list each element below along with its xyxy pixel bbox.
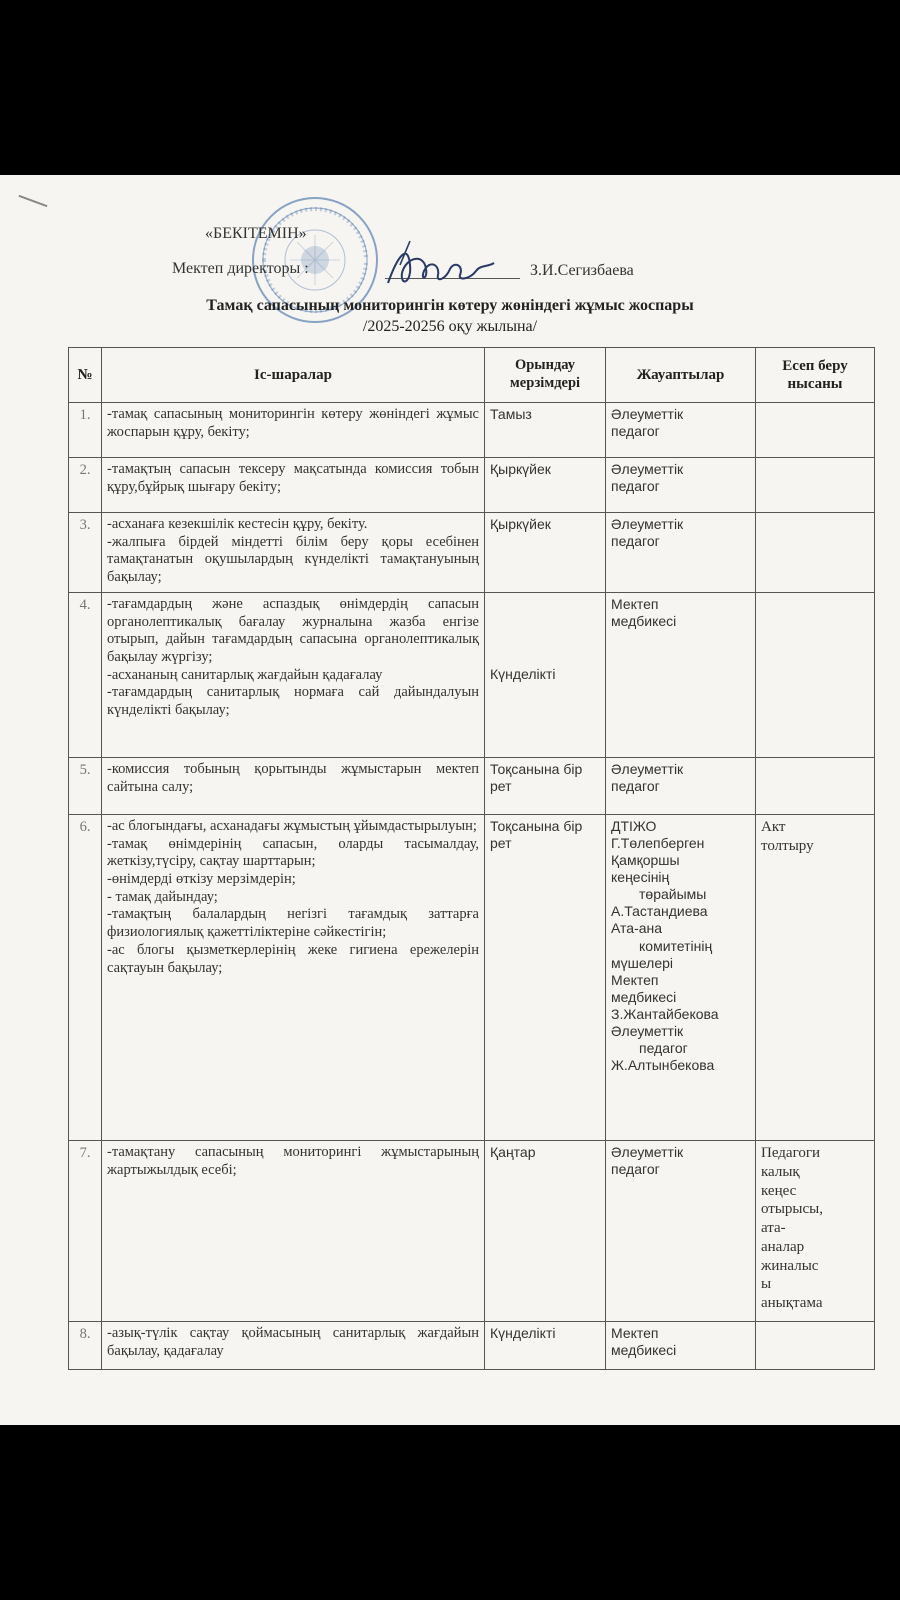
report-form-text: Педагоги <box>761 1145 821 1161</box>
responsible-text: Әлеуметтік <box>611 516 684 532</box>
period-cell: Қыркүйек <box>485 458 606 513</box>
activity-text: -өнімдерді өткізу мерзімдерін; <box>107 871 296 888</box>
responsible-text: Г.Төлепберген <box>611 835 705 852</box>
table-row <box>69 758 875 815</box>
table-header-row <box>69 348 875 403</box>
activity-text: -комиссия тобының қорытынды жұмыстарын мектеп сайтына салу; <box>107 761 479 795</box>
responsible-cell <box>606 1322 756 1370</box>
responsible-text: педагог <box>611 778 660 795</box>
activity-text: -тамақтың сапасын тексеру мақсатында комиссия тобын құру,бұйрық шығару бекіту; <box>107 461 479 495</box>
header-responsible: Жауаптылар <box>606 348 756 403</box>
responsible-cell <box>606 593 756 758</box>
row-number: 1. <box>69 403 102 458</box>
responsible-cell <box>606 403 756 458</box>
responsible-text: мүшелері <box>611 954 674 971</box>
responsible-text: медбикесі <box>611 613 677 630</box>
period-cell: Күнделікті <box>485 593 606 758</box>
row-number: 4. <box>69 593 102 758</box>
table-row <box>69 458 875 513</box>
responsible-text: З.Жантайбекова <box>611 1005 719 1022</box>
responsible-text: педагог <box>639 1040 688 1057</box>
row-number: 5. <box>69 758 102 815</box>
period-cell: Тоқсанына бір рет <box>485 758 606 815</box>
header-number: № <box>69 348 102 403</box>
report-form-cell <box>756 1322 875 1370</box>
report-form-cell <box>756 593 875 758</box>
responsible-cell <box>606 815 756 1141</box>
responsible-text: медбикесі <box>611 1342 677 1359</box>
period-cell: Тамыз <box>485 403 606 458</box>
activity-text: -жалпыға бірдей міндетті білім беру қоры есебінен тамақтанатын оқушылардың күнделікті тамақтануының бақылау; <box>107 533 479 586</box>
table-row <box>69 593 875 758</box>
responsible-text: Мектеп <box>611 1325 659 1341</box>
responsible-text: Әлеуметтік <box>611 1144 684 1160</box>
activity-text: -тағамдардың және аспаздық өнімдердің сапасын органолептикалық бағалау журналына жазба енгізе отырып, дайын тағамдардың сапасына органолептикалық бақылау жүргізу; <box>107 596 479 666</box>
responsible-text: педагог <box>611 1161 660 1178</box>
activity-text: -асхананың санитарлық жағдайын қадағалау <box>107 666 383 683</box>
report-form-text: анықтама <box>761 1295 823 1311</box>
report-form-text: калық <box>761 1163 800 1180</box>
table-row <box>69 403 875 458</box>
table-row <box>69 1141 875 1322</box>
responsible-text: Мектеп <box>611 596 659 612</box>
responsible-text: педагог <box>611 533 660 550</box>
director-name: З.И.Сегизбаева <box>530 262 634 279</box>
activity-cell <box>102 513 485 593</box>
responsible-text: Әлеуметтік <box>611 761 684 777</box>
table-row <box>69 513 875 593</box>
activity-text: -азық-түлік сақтау қоймасының санитарлық жағдайын бақылау, қадағалау <box>107 1325 479 1359</box>
activity-text: -тамақтану сапасының мониторингі жұмыстарының жартыжылдық есебі; <box>107 1144 479 1178</box>
report-form-text: толтыру <box>761 837 814 854</box>
activity-cell <box>102 593 485 758</box>
header-activities: Іс-шаралар <box>102 348 485 403</box>
responsible-cell <box>606 758 756 815</box>
responsible-text: Әлеуметтік <box>611 1022 684 1039</box>
report-form-text: отырысы, <box>761 1201 823 1218</box>
activity-cell <box>102 815 485 1141</box>
row-number: 8. <box>69 1322 102 1370</box>
responsible-text: медбикесі <box>611 988 677 1005</box>
responsible-text: Ата-ана <box>611 920 663 937</box>
activity-text: -ас блогындағы, асханадағы жұмыстың ұйымдастырылуын; <box>107 818 477 834</box>
activity-cell <box>102 1322 485 1370</box>
activity-cell <box>102 458 485 513</box>
period-cell: Күнделікті <box>485 1322 606 1370</box>
responsible-text: кеңесінің <box>611 869 670 886</box>
responsible-text: педагог <box>611 423 660 440</box>
report-form-cell <box>756 458 875 513</box>
document-subtitle: /2025-20256 оқу жылына/ <box>362 318 538 335</box>
responsible-text: төрайымы <box>639 886 707 903</box>
row-number: 2. <box>69 458 102 513</box>
document-title: Тамақ сапасының мониторингін көтеру жөніндегі жұмыс жоспары <box>206 297 694 314</box>
responsible-text: ДТІЖО <box>611 818 657 834</box>
report-form-cell <box>756 403 875 458</box>
responsible-text: педагог <box>611 478 660 495</box>
report-form-text: аналар <box>761 1238 805 1255</box>
responsible-cell <box>606 1141 756 1322</box>
activity-text: -асханаға кезекшілік кестесін құру, бекіту. <box>107 516 368 532</box>
report-form-cell <box>756 758 875 815</box>
period-cell: Қыркүйек <box>485 513 606 593</box>
responsible-text: Мектеп <box>611 971 659 988</box>
report-form-cell <box>756 1141 875 1322</box>
document-page <box>0 175 900 1425</box>
responsible-text: Ж.Алтынбекова <box>611 1057 715 1074</box>
activity-text: - тамақ дайындау; <box>107 888 218 905</box>
header-report-form: Есеп беру нысаны <box>756 348 875 403</box>
responsible-text: А.Тастандиева <box>611 903 708 920</box>
responsible-text: Қамқоршы <box>611 852 680 869</box>
director-label: Мектеп директоры : <box>172 260 309 277</box>
work-plan-table <box>68 347 875 1370</box>
activity-text: -тамақтың балалардың негізгі тағамдық заттарға физиологиялық қажеттіліктеріне сәйкестігін; <box>107 906 479 941</box>
approval-label: «БЕКІТЕМІН» <box>205 225 307 242</box>
activity-text: -тамақ өнімдерінің сапасын, оларды тасымалдау, жеткізу,түсіру, сақтау шарттарын; <box>107 835 479 870</box>
responsible-text: Әлеуметтік <box>611 406 684 422</box>
responsible-text: комитетінің <box>639 937 713 954</box>
report-form-cell <box>756 815 875 1141</box>
responsible-text: Әлеуметтік <box>611 461 684 477</box>
activity-cell <box>102 758 485 815</box>
activity-text: -ас блогы қызметкерлерінің жеке гигиена ережелерін сақтауын бақылау; <box>107 941 479 976</box>
period-cell: Тоқсанына бір рет <box>485 815 606 1141</box>
table-row <box>69 815 875 1141</box>
activity-text: -тағамдардың санитарлық нормаға сай дайындалуын күнделікті бақылау; <box>107 684 479 719</box>
activity-cell <box>102 403 485 458</box>
responsible-cell <box>606 513 756 593</box>
row-number: 6. <box>69 815 102 1141</box>
activity-cell <box>102 1141 485 1322</box>
report-form-text: ы <box>761 1276 772 1293</box>
table-row <box>69 1322 875 1370</box>
report-form-text: ата- <box>761 1220 786 1236</box>
row-number: 3. <box>69 513 102 593</box>
report-form-cell <box>756 513 875 593</box>
header-period: Орындау мерзімдері <box>485 348 606 403</box>
report-form-text: Акт <box>761 819 786 835</box>
page-edge-mark <box>19 195 48 207</box>
activity-text: -тамақ сапасының мониторингін көтеру жөніндегі жұмыс жоспарын құру, бекіту; <box>107 406 479 440</box>
report-form-text: кеңес <box>761 1182 797 1199</box>
row-number: 7. <box>69 1141 102 1322</box>
director-signature <box>380 235 500 295</box>
report-form-text: жиналыс <box>761 1257 819 1274</box>
period-cell: Қаңтар <box>485 1141 606 1322</box>
responsible-cell <box>606 458 756 513</box>
